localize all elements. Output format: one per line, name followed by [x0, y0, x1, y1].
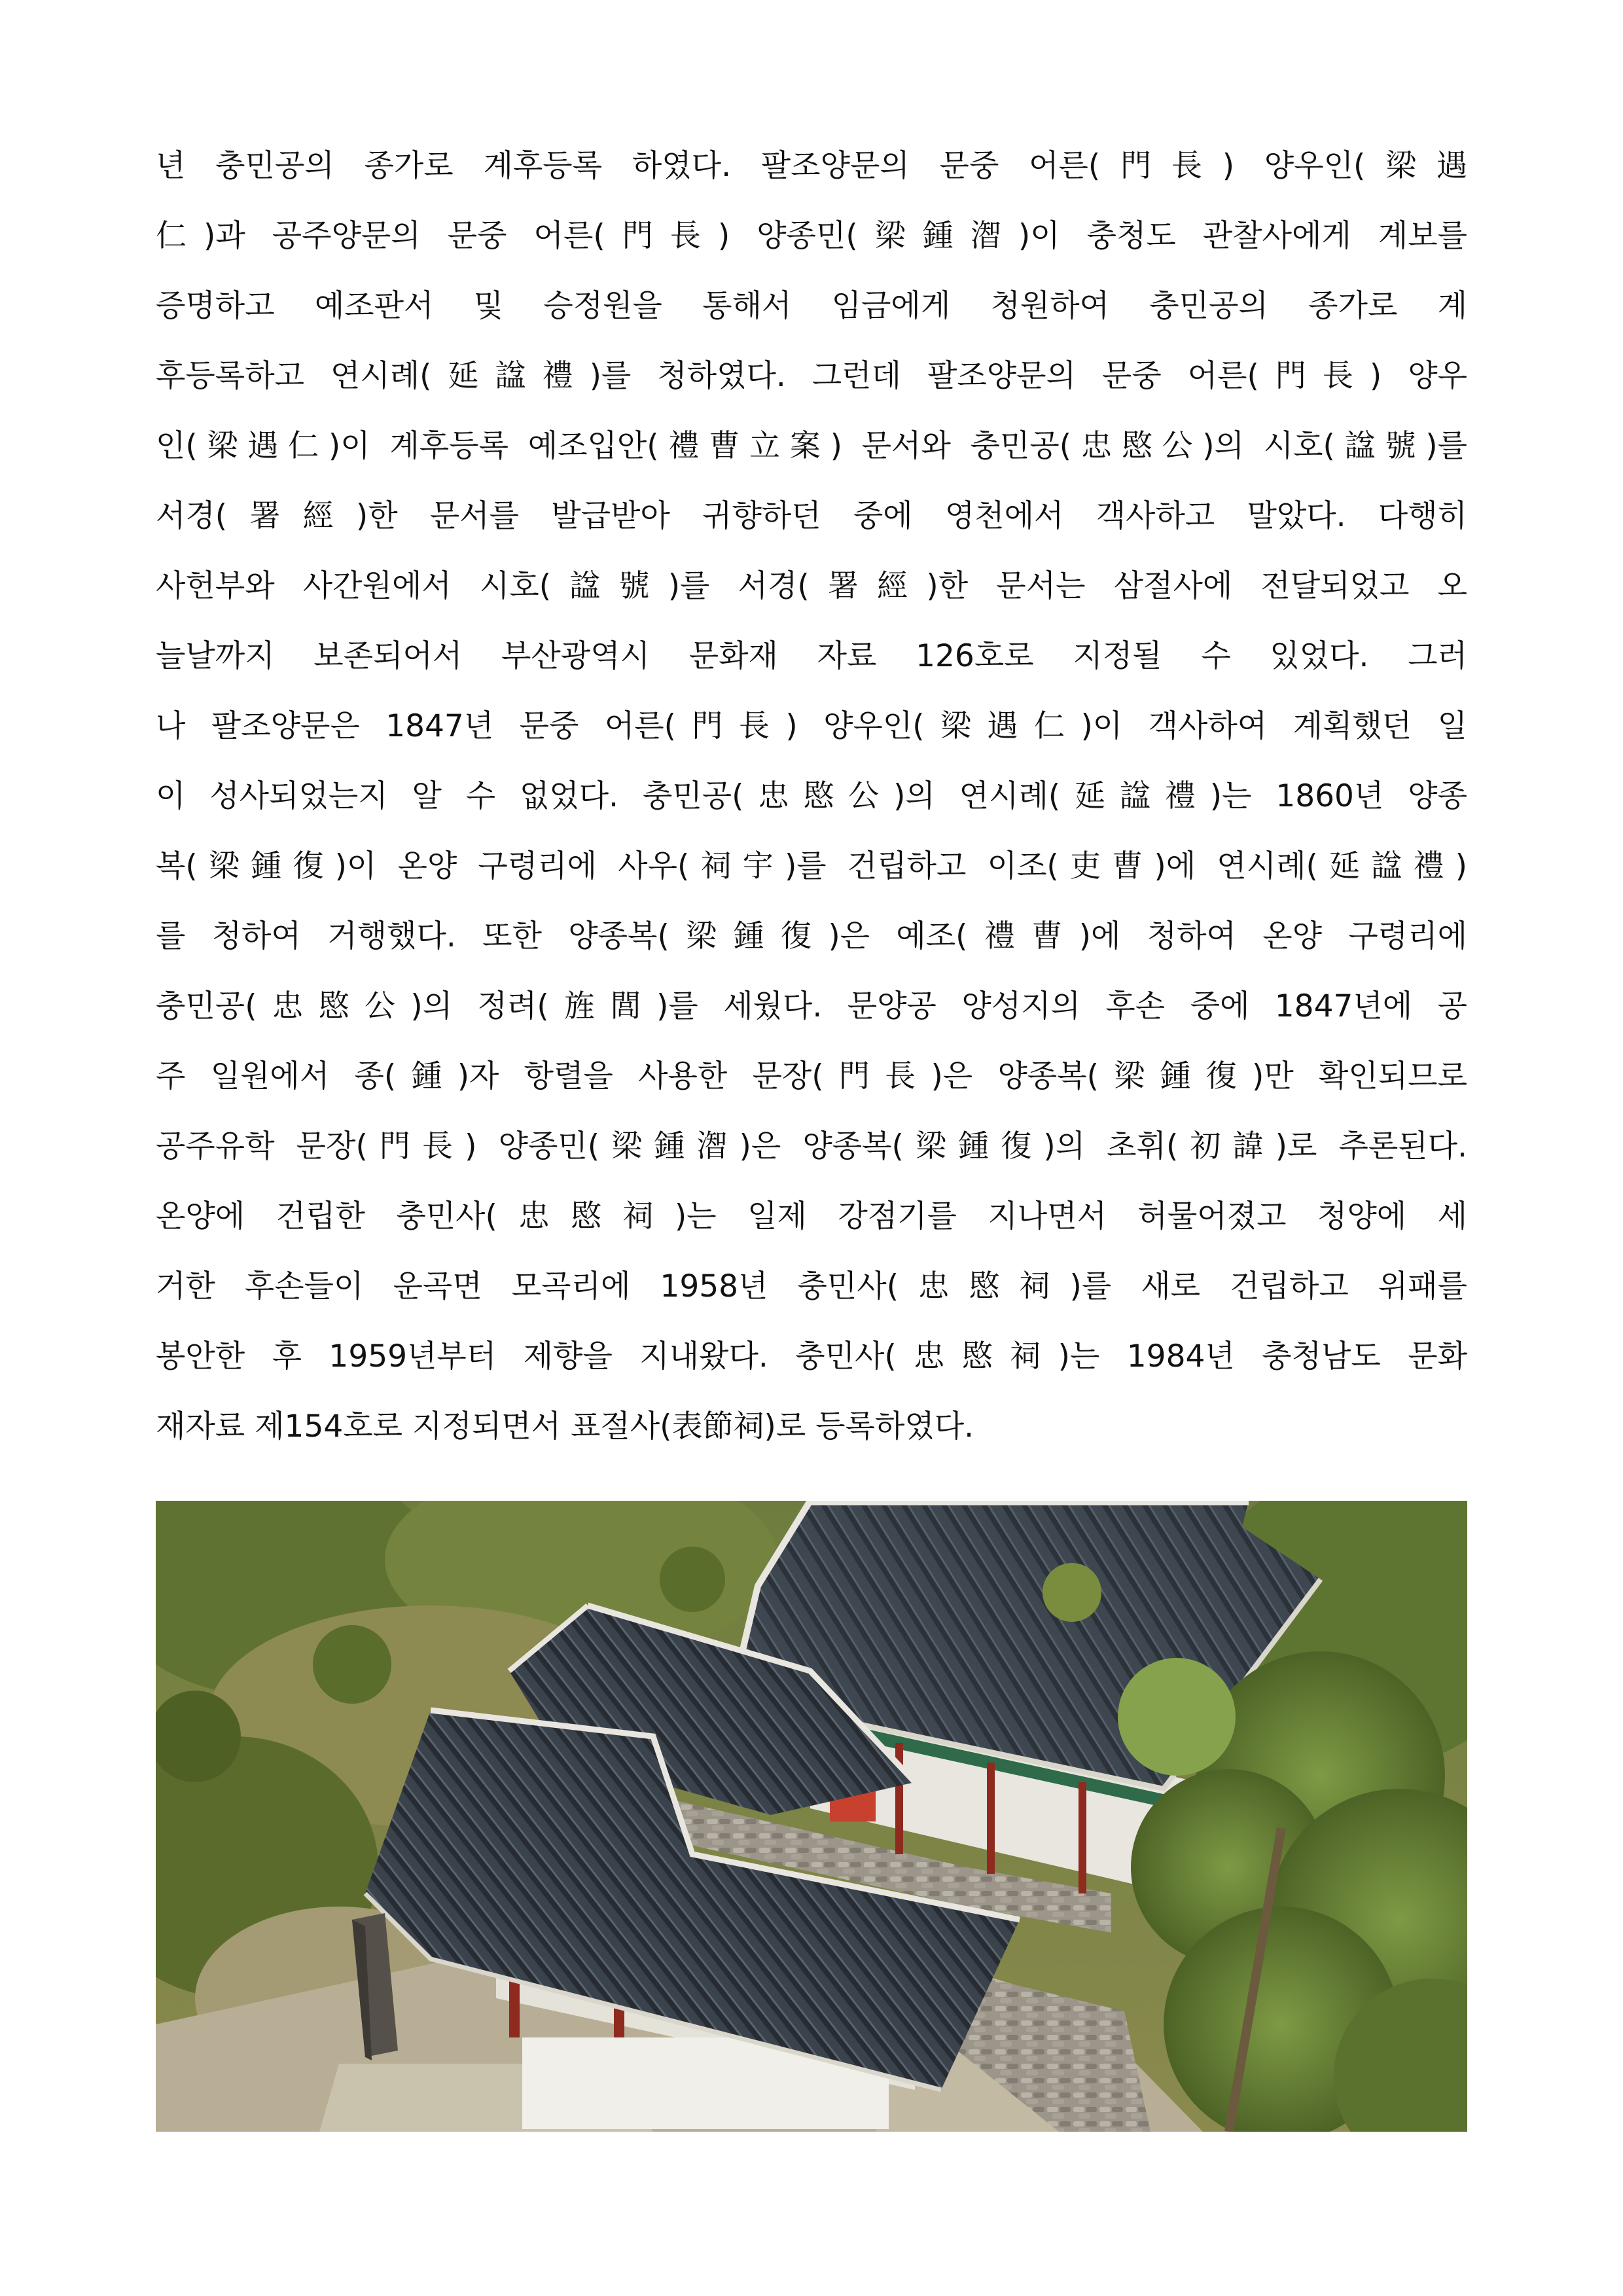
text-line: 늘날까지 보존되어서 부산광역시 문화재 자료 126호로 지정될 수 있었다. 그러 — [156, 638, 1467, 674]
text-line: 서경(署經)한 문서를 발급받아 귀향하던 중에 영천에서 객사하고 말았다. 다행히 — [156, 498, 1467, 534]
text-line: 충민공(忠愍公)의 정려(旌閭)를 세웠다. 문양공 양성지의 후손 중에 1847년에 공 — [156, 988, 1468, 1024]
body-paragraph — [156, 131, 1467, 1462]
text-line: 주 일원에서 종(鍾)자 항렬을 사용한 문장(門長)은 양종복(梁鍾復)만 확인되므로 — [156, 1058, 1467, 1094]
text-line: 복(梁鍾復)이 온양 구령리에 사우(祠宇)를 건립하고 이조(吏曹)에 연시례(延諡禮) — [156, 848, 1467, 884]
text-line: 거한 후손들이 운곡면 모곡리에 1958년 충민사(忠愍祠)를 새로 건립하고 위패를 — [156, 1268, 1467, 1304]
text-line: 봉안한 후 1959년부터 제향을 지내왔다. 충민사(忠愍祠)는 1984년 충청남도 문화 — [156, 1338, 1467, 1374]
text-line: 사헌부와 사간원에서 시호(諡號)를 서경(署經)한 문서는 삼절사에 전달되었고 오 — [156, 568, 1467, 604]
text-line: 를 청하여 거행했다. 또한 양종복(梁鍾復)은 예조(禮曹)에 청하여 온양 구령리에 — [156, 918, 1467, 954]
text-line: 인(梁遇仁)이 계후등록 예조입안(禮曹立案) 문서와 충민공(忠愍公)의 시호(諡號)를 — [156, 428, 1467, 464]
text-line: 년 충민공의 종가로 계후등록 하였다. 팔조양문의 문중 어른(門長) 양우인(梁遇 — [156, 148, 1467, 184]
text-line: 증명하고 예조판서 및 승정원을 통해서 임금에게 청원하여 충민공의 종가로 계 — [156, 288, 1467, 324]
text-line: 온양에 건립한 충민사(忠愍祠)는 일제 강점기를 지나면서 허물어졌고 청양에 세 — [156, 1198, 1467, 1234]
text-line: 이 성사되었는지 알 수 없었다. 충민공(忠愍公)의 연시례(延諡禮)는 1860년 양종 — [156, 778, 1467, 814]
text-line: 후등록하고 연시례(延諡禮)를 청하였다. 그런데 팔조양문의 문중 어른(門長) 양우 — [156, 358, 1467, 394]
text-line: 仁)과 공주양문의 문중 어른(門長) 양종민(梁鍾潪)이 충청도 관찰사에게 계보를 — [156, 218, 1467, 254]
text-line: 나 팔조양문은 1847년 문중 어른(門長) 양우인(梁遇仁)이 객사하여 계획했던 일 — [156, 708, 1467, 744]
text-line: 공주유학 문장(門長) 양종민(梁鍾潪)은 양종복(梁鍾復)의 초휘(初諱)로 추론된다. — [156, 1128, 1467, 1164]
text-line: 재자료 제154호로 지정되면서 표절사(表節祠)로 등록하였다. — [156, 1408, 974, 1444]
shrine-photo — [156, 1501, 1467, 2132]
